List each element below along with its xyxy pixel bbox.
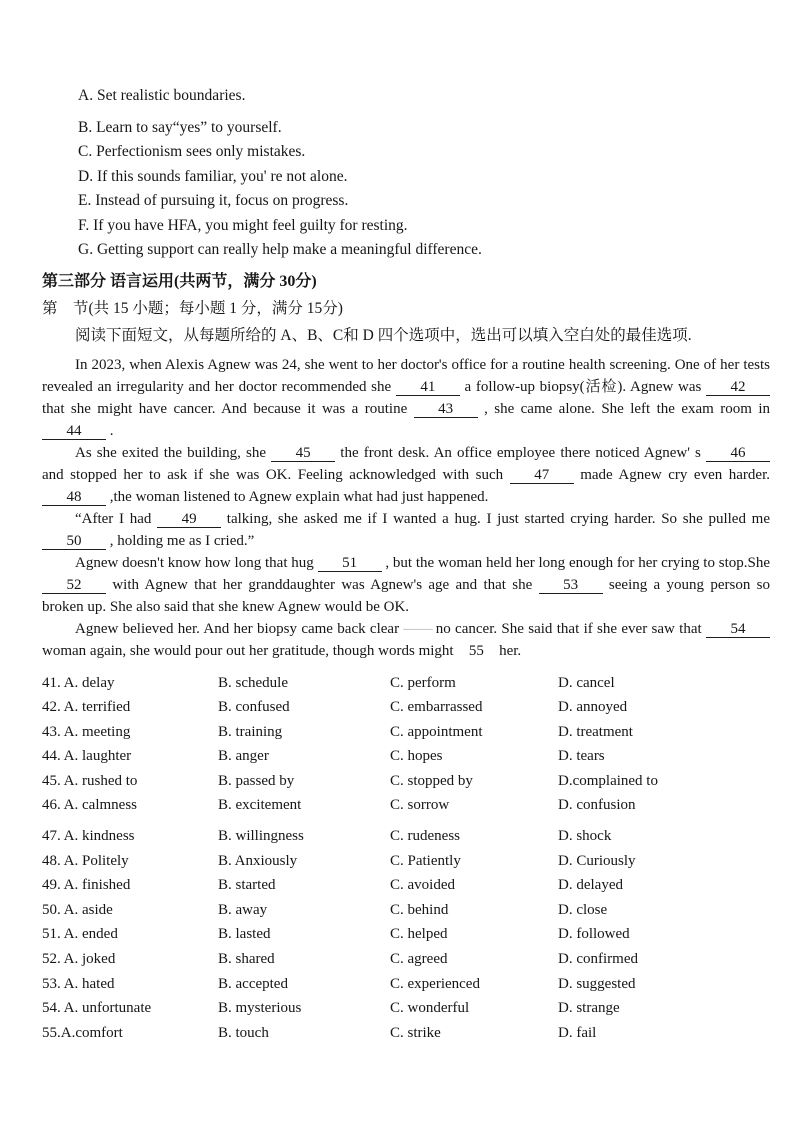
cloze-row-53-option-d: D. suggested <box>558 975 636 992</box>
cloze-row-44-option-b: B. anger <box>218 748 269 765</box>
cloze-instruction: 阅读下面短文，从每题所给的 A、B、C和 D 四个选项中，选出可以填入空白处的最佳选项. <box>75 326 692 344</box>
cloze-row-51 <box>42 922 770 947</box>
cloze-row-46 <box>42 793 770 818</box>
cloze-row-52 <box>42 947 770 972</box>
cloze-row-49 <box>42 873 770 898</box>
cloze-blank-49: 49 <box>157 511 221 528</box>
cloze-blank-44: 44 <box>42 423 106 440</box>
cloze-row-47-option-a: 47. A. kindness <box>42 828 135 845</box>
reading-option-a: A. Set realistic boundaries. <box>78 87 246 104</box>
cloze-row-55-option-a: 55.A.comfort <box>42 1024 123 1041</box>
cloze-row-53 <box>42 972 770 997</box>
cloze-row-54-option-d: D. strange <box>558 1000 620 1017</box>
cloze-row-44-option-a: 44. A. laughter <box>42 748 132 765</box>
cloze-blank-51: 51 <box>318 555 382 572</box>
cloze-row-41-option-b: B. schedule <box>218 674 288 691</box>
cloze-blank-52: 52 <box>42 577 106 594</box>
part-three-heading: 第三部分 语言运用(共两节，满分 30分) <box>42 272 317 290</box>
cloze-row-47-option-d: D. shock <box>558 828 612 845</box>
cloze-row-41-option-a: 41. A. delay <box>42 674 115 691</box>
cloze-blank-41: 41 <box>396 379 460 396</box>
cloze-row-44 <box>42 744 770 769</box>
cloze-row-43-option-c: C. appointment <box>390 723 483 740</box>
cloze-row-41 <box>42 671 770 696</box>
cloze-row-55-option-c: C. strike <box>390 1024 441 1041</box>
cloze-blank-54: 54 <box>706 621 770 638</box>
cloze-row-42-option-a: 42. A. terrified <box>42 699 131 716</box>
reading-options-list <box>78 84 770 263</box>
cloze-row-49-option-b: B. started <box>218 877 276 894</box>
cloze-row-50-option-a: 50. A. aside <box>42 901 113 918</box>
reading-option-e: E. Instead of pursuing it, focus on progress. <box>78 192 349 209</box>
cloze-row-43-option-d: D. treatment <box>558 723 633 740</box>
cloze-row-49-option-a: 49. A. finished <box>42 877 131 894</box>
cloze-row-54-option-b: B. mysterious <box>218 1000 302 1017</box>
cloze-row-45-option-a: 45. A. rushed to <box>42 772 138 789</box>
cloze-row-51-option-b: B. lasted <box>218 926 271 943</box>
cloze-row-45-option-b: B. passed by <box>218 772 295 789</box>
cloze-row-49-option-c: C. avoided <box>390 877 455 894</box>
cloze-row-44-option-d: D. tears <box>558 748 605 765</box>
cloze-blank-46: 46 <box>706 445 770 462</box>
cloze-blank-45: 45 <box>271 445 335 462</box>
cloze-row-47-option-c: C. rudeness <box>390 828 460 845</box>
cloze-row-45-option-c: C. stopped by <box>390 772 473 789</box>
cloze-row-52-option-d: D. confirmed <box>558 951 638 968</box>
cloze-row-50-option-d: D. close <box>558 901 608 918</box>
cloze-row-50 <box>42 898 770 923</box>
cloze-row-42-option-c: C. embarrassed <box>390 699 483 716</box>
cloze-row-45 <box>42 769 770 794</box>
cloze-row-46-option-d: D. confusion <box>558 797 636 814</box>
cloze-row-42 <box>42 695 770 720</box>
cloze-row-46-option-b: B. excitement <box>218 797 302 814</box>
cloze-row-49-option-d: D. delayed <box>558 877 623 894</box>
cloze-row-48-option-d: D. Curiously <box>558 852 636 869</box>
cloze-row-46-option-c: C. sorrow <box>390 797 450 814</box>
cloze-row-51-option-d: D. followed <box>558 926 630 943</box>
cloze-row-54-option-c: C. wonderful <box>390 1000 470 1017</box>
cloze-blank-55: 55 <box>468 642 484 659</box>
cloze-row-44-option-c: C. hopes <box>390 748 443 765</box>
cloze-blank-53: 53 <box>539 577 603 594</box>
cloze-row-55-option-b: B. touch <box>218 1024 269 1041</box>
cloze-row-52-option-a: 52. A. joked <box>42 951 116 968</box>
cloze-row-47 <box>42 824 770 849</box>
section-one-heading: 第 节(共 15 小题；每小题 1 分，满分 15分) <box>42 299 343 317</box>
cloze-row-55 <box>42 1021 770 1046</box>
cloze-row-53-option-c: C. experienced <box>390 975 480 992</box>
cloze-row-54 <box>42 996 770 1021</box>
cloze-row-51-option-a: 51. A. ended <box>42 926 118 943</box>
cloze-blank-43: 43 <box>414 401 478 418</box>
cloze-row-47-option-b: B. willingness <box>218 828 304 845</box>
cloze-row-43-option-b: B. training <box>218 723 283 740</box>
passage-paragraph-1: In 2023, when Alexis Agnew was 24, she went to her doctor's office for a routine health screening. One of her tests revealed an irregularity and her doctor recommended she 41 a follow-up biopsy(活检). Agnew was 42 that she might have cancer. And because it was a routine 43 , she came alone. She left the exam room in 44 . <box>42 356 771 439</box>
cloze-row-42-option-d: D. annoyed <box>558 699 628 716</box>
cloze-row-50-option-b: B. away <box>218 901 268 918</box>
cloze-row-53-option-b: B. accepted <box>218 975 288 992</box>
em-dash: —— <box>403 620 432 637</box>
passage-paragraph-2: As she exited the building, she 45 the front desk. An office employee there noticed Agnew' s 46 and stopped her to ask if she was OK. Feeling acknowledged with such 47 made Agnew cry even harder. 48 ,the woman listened to Agnew explain what had just happened. <box>42 444 770 505</box>
cloze-blank-50: 50 <box>42 533 106 550</box>
reading-option-c: C. Perfectionism sees only mistakes. <box>78 143 306 160</box>
cloze-row-52-option-c: C. agreed <box>390 951 448 968</box>
cloze-row-41-option-c: C. perform <box>390 674 456 691</box>
cloze-row-51-option-c: C. helped <box>390 926 448 943</box>
cloze-row-50-option-c: C. behind <box>390 901 449 918</box>
cloze-row-42-option-b: B. confused <box>218 699 290 716</box>
cloze-row-45-option-d: D.complained to <box>558 772 658 789</box>
cloze-row-53-option-a: 53. A. hated <box>42 975 115 992</box>
cloze-row-43 <box>42 720 770 745</box>
cloze-row-55-option-d: D. fail <box>558 1024 597 1041</box>
cloze-row-48-option-a: 48. A. Politely <box>42 852 129 869</box>
cloze-options-table <box>42 671 770 1046</box>
reading-option-f: F. If you have HFA, you might feel guilty for resting. <box>78 216 408 234</box>
cloze-row-43-option-a: 43. A. meeting <box>42 723 131 740</box>
cloze-row-48-option-c: C. Patiently <box>390 852 461 869</box>
reading-option-b: B. Learn to say“yes” to yourself. <box>78 118 282 136</box>
passage-paragraph-3: “After I had 49 talking, she asked me if I wanted a hug. I just started crying harder. So she pulled me 50 , holding me as I cried.” <box>42 508 770 552</box>
cloze-row-41-option-d: D. cancel <box>558 674 615 691</box>
cloze-row-46-option-a: 46. A. calmness <box>42 797 137 814</box>
reading-option-d: D. If this sounds familiar, you' re not alone. <box>78 167 348 185</box>
cloze-blank-42: 42 <box>706 379 770 396</box>
cloze-row-52-option-b: B. shared <box>218 951 275 968</box>
passage-paragraph-5: Agnew believed her. And her biopsy came back clear —— no cancer. She said that if she ever saw that 54 woman again, she would pour out her gratitude, though words might 55 her. <box>42 618 770 662</box>
reading-option-g: G. Getting support can really help make a meaningful difference. <box>78 241 482 258</box>
cloze-row-48-option-b: B. Anxiously <box>218 852 298 869</box>
cloze-blank-47: 47 <box>510 467 574 484</box>
cloze-passage <box>42 354 770 662</box>
cloze-row-54-option-a: 54. A. unfortunate <box>42 1000 152 1017</box>
cloze-blank-48: 48 <box>42 489 106 506</box>
passage-paragraph-4: Agnew doesn't know how long that hug 51 , but the woman held her long enough for her crying to stop.She 52 with Agnew that her granddaughter was Agnew's age and that she 53 seeing a young person so broken up. She also said that she knew Agnew would be OK. <box>42 554 770 615</box>
cloze-row-48 <box>42 849 770 874</box>
